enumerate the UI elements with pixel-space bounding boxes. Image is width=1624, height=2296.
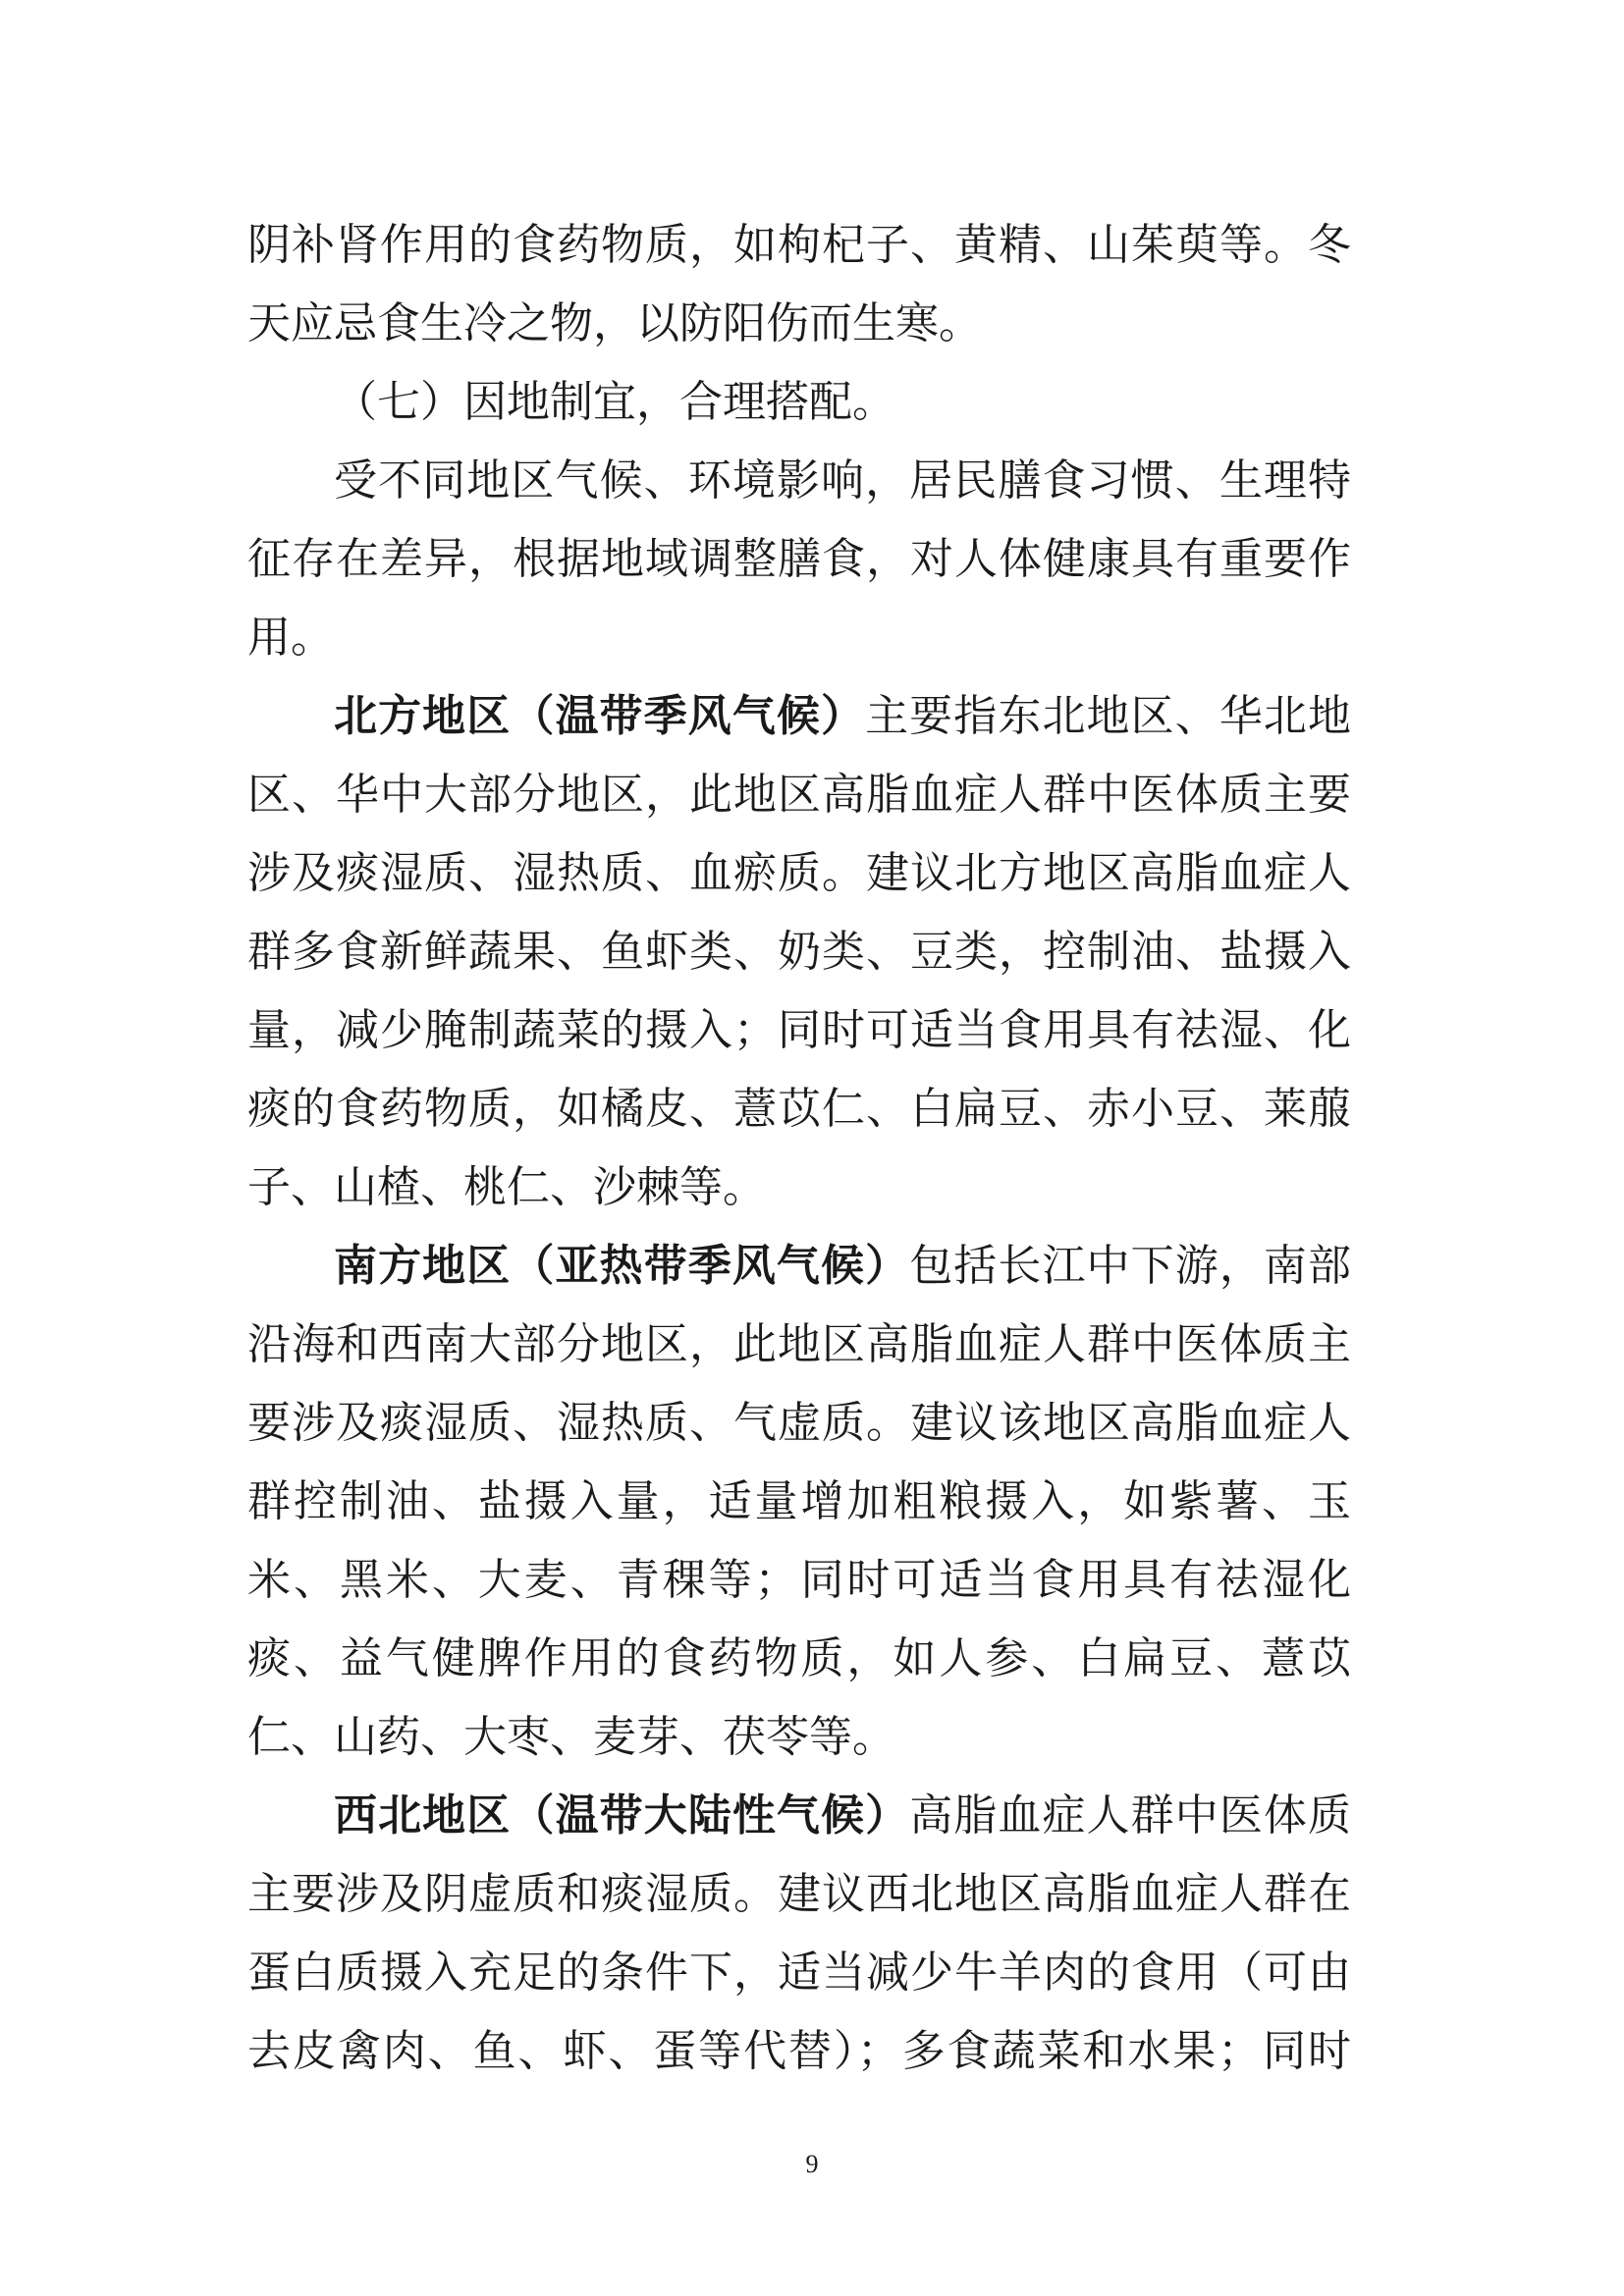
text-line bbox=[247, 1777, 1351, 1855]
text-line: 区、华中大部分地区，此地区高脂血症人群中医体质主要 bbox=[247, 770, 1351, 820]
text-line: 仁、山药、大枣、麦芽、茯苓等。 bbox=[247, 1712, 895, 1762]
text-line: 受不同地区气候、环境影响，居民膳食习惯、生理特 bbox=[334, 455, 1351, 506]
text-line: 痰、益气健脾作用的食药物质，如人参、白扁豆、薏苡 bbox=[247, 1633, 1351, 1683]
region-title: 北方地区（温带季风气候） bbox=[334, 691, 866, 741]
page-number: 9 bbox=[805, 2150, 819, 2178]
text-line: 米、黑米、大麦、青稞等；同时可适当食用具有祛湿化 bbox=[247, 1555, 1351, 1605]
text-line: 子、山楂、桃仁、沙棘等。 bbox=[247, 1162, 766, 1212]
paragraph-north-region bbox=[247, 677, 1351, 1227]
text-run: 主要指东北地区、华北地 bbox=[865, 691, 1352, 741]
paragraph-northwest-region bbox=[247, 1777, 1351, 2091]
text-line: 量，减少腌制蔬菜的摄入；同时可适当食用具有祛湿、化 bbox=[247, 1005, 1351, 1055]
text-run: 高脂血症人群中医体质 bbox=[909, 1790, 1352, 1841]
text-line: 去皮禽肉、鱼、虾、蛋等代替）；多食蔬菜和水果；同时 bbox=[247, 2026, 1351, 2076]
paragraph-continuation bbox=[247, 206, 1351, 363]
text-line bbox=[247, 677, 1351, 756]
region-title: 南方地区（亚热带季风气候） bbox=[334, 1241, 910, 1291]
region-title: 西北地区（温带大陆性气候） bbox=[334, 1790, 910, 1841]
text-line: 沿海和西南大部分地区，此地区高脂血症人群中医体质主 bbox=[247, 1319, 1351, 1369]
paragraph-south-region bbox=[247, 1227, 1351, 1777]
text-line: 阴补肾作用的食药物质，如枸杞子、黄精、山茱萸等。冬 bbox=[247, 220, 1351, 270]
text-line: 痰的食药物质，如橘皮、薏苡仁、白扁豆、赤小豆、莱菔 bbox=[247, 1084, 1351, 1134]
text-line: 用。 bbox=[247, 613, 334, 663]
text-line: 要涉及痰湿质、湿热质、气虚质。建议该地区高脂血症人 bbox=[247, 1398, 1351, 1448]
text-line: 涉及痰湿质、湿热质、血瘀质。建议北方地区高脂血症人 bbox=[247, 848, 1351, 898]
section-heading: （七）因地制宜，合理搭配。 bbox=[334, 377, 895, 427]
text-line: 群多食新鲜蔬果、鱼虾类、奶类、豆类，控制油、盐摄入 bbox=[247, 927, 1351, 977]
text-line: 天应忌食生冷之物，以防阳伤而生寒。 bbox=[247, 298, 982, 348]
text-line: 征存在差异，根据地域调整膳食，对人体健康具有重要作 bbox=[247, 534, 1351, 584]
text-run: 包括长江中下游，南部 bbox=[909, 1241, 1352, 1291]
document-body bbox=[247, 206, 1351, 2091]
text-line: 主要涉及阴虚质和痰湿质。建议西北地区高脂血症人群在 bbox=[247, 1869, 1351, 1919]
text-line: 群控制油、盐摄入量，适量增加粗粮摄入，如紫薯、玉 bbox=[247, 1476, 1351, 1526]
paragraph-intro bbox=[247, 442, 1351, 677]
text-line: 蛋白质摄入充足的条件下，适当减少牛羊肉的食用（可由 bbox=[247, 1948, 1351, 1998]
text-line bbox=[247, 1227, 1351, 1306]
